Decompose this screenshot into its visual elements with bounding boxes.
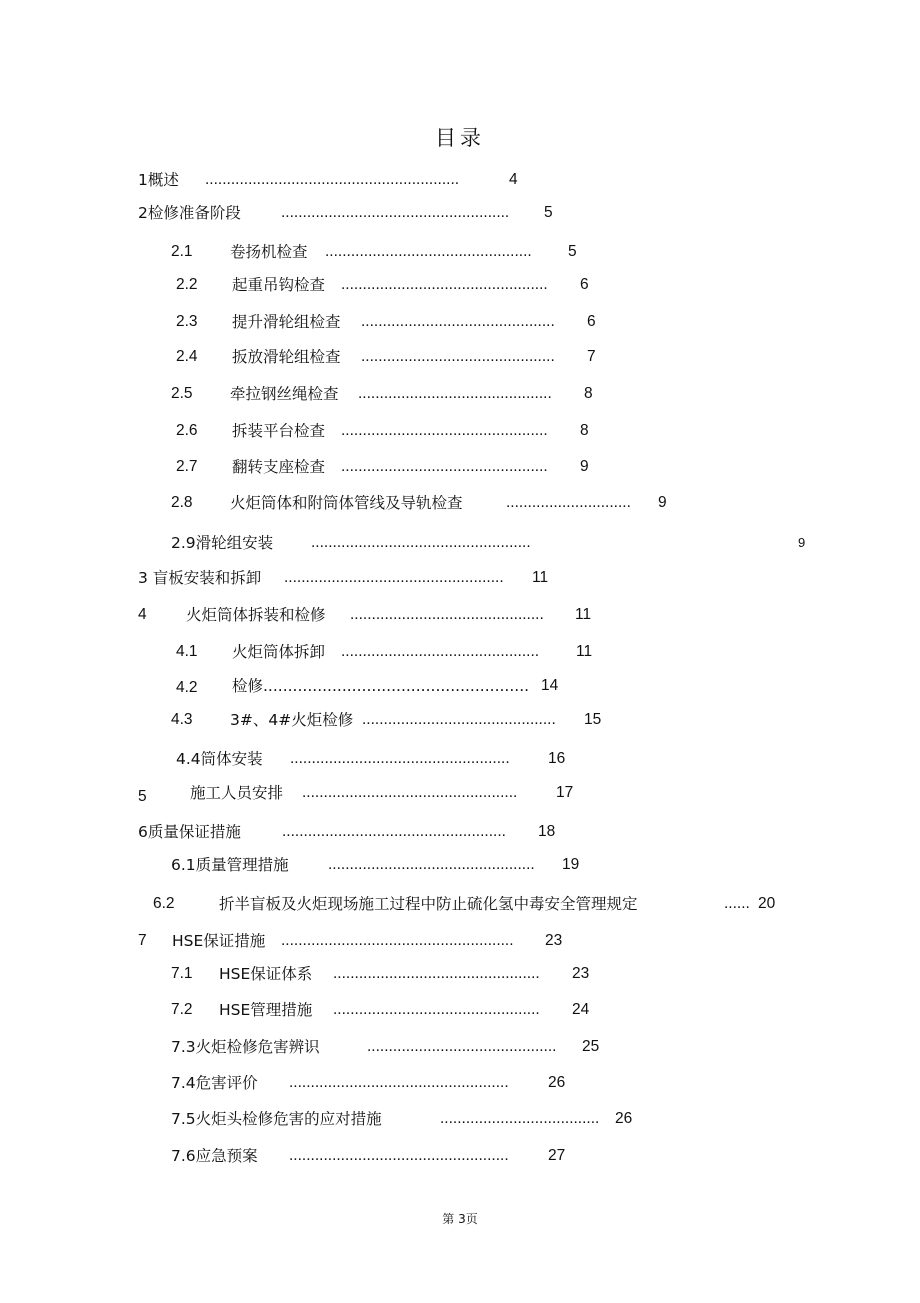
toc-entry-number: 4.1 — [176, 643, 198, 660]
toc-entry-number: 4.4筒体安装 — [176, 750, 263, 768]
toc-entry-leader: ............................................. — [350, 606, 544, 623]
toc-entry-number: 2.2 — [176, 276, 198, 293]
toc-entry-label: 火炬筒体拆卸 — [232, 643, 326, 661]
toc-entry-number: 2.6 — [176, 422, 198, 439]
toc-entry-page: 15 — [584, 711, 602, 728]
toc-entry-leader: ............................................. — [362, 711, 556, 728]
toc-entry-label: 提升滑轮组检查 — [232, 313, 341, 331]
toc-entry-number: 6.1质量管理措施 — [171, 856, 289, 874]
toc-entry-leader: ............................................. — [361, 313, 555, 330]
toc-entry-page: 11 — [532, 569, 549, 586]
toc-entry-label: HSE保证体系 — [219, 965, 313, 983]
toc-entry-leader: ................................................ — [328, 856, 535, 873]
toc-entry-page: 27 — [548, 1147, 566, 1164]
toc-entry-leader: ................................................ — [341, 422, 548, 439]
toc-entry-leader: ..................................... — [440, 1110, 600, 1127]
toc-entry-leader: ................................................... — [311, 534, 531, 551]
toc-entry-leader: ........................................................... — [205, 171, 460, 188]
toc-entry-leader: ................................................ — [341, 276, 548, 293]
toc-entry-leader: ...... — [724, 895, 750, 912]
toc-entry-page: 5 — [568, 243, 577, 260]
toc-entry-number: 2.1 — [171, 243, 193, 260]
toc-entry-leader: ................................................ — [341, 458, 548, 475]
toc-entry-page: 8 — [580, 422, 589, 439]
toc-entry-page: 9 — [798, 535, 806, 550]
toc-entry-label: 折半盲板及火炬现场施工过程中防止硫化氢中毒安全管理规定 — [219, 895, 638, 913]
toc-entry-number: 7.6应急预案 — [171, 1147, 258, 1165]
toc-entry-label: 起重吊钩检查 — [232, 276, 326, 294]
toc-entry-page: 5 — [544, 204, 553, 221]
toc-entry-page: 11 — [575, 606, 592, 623]
toc-entry-page: 8 — [584, 385, 593, 402]
toc-entry-label: 拆装平台检查 — [232, 422, 326, 440]
toc-entry-label: HSE管理措施 — [219, 1001, 313, 1019]
toc-entry-number: 7.5火炬头检修危害的应对措施 — [171, 1110, 382, 1128]
toc-entry-page: 9 — [580, 458, 589, 475]
toc-entry-number: 2检修准备阶段 — [138, 204, 241, 222]
toc-entry-number: 5 — [138, 788, 147, 805]
toc-entry-leader: ................................................ — [333, 965, 540, 982]
toc-entry-leader: ................................................... — [289, 1074, 509, 1091]
toc-entry-leader: ............................................. — [361, 348, 555, 365]
toc-entry-number: 3 盲板安装和拆卸 — [138, 569, 262, 587]
toc-entry-number: 6.2 — [153, 895, 175, 912]
toc-entry-page: 16 — [548, 750, 566, 767]
toc-entry-page: 17 — [556, 784, 574, 801]
toc-entry-label: 牵拉钢丝绳检查 — [230, 385, 339, 403]
toc-entry-page: 23 — [545, 932, 563, 949]
toc-entry-leader: ................................................... — [290, 750, 510, 767]
toc-entry-page: 7 — [587, 348, 596, 365]
toc-entry-leader: .................................................. — [302, 784, 518, 801]
toc-entry-leader: ................................................... — [289, 1147, 509, 1164]
page-number-footer: 第 3页 — [442, 1212, 478, 1226]
toc-entry-page: 20 — [758, 895, 776, 912]
toc-entry-leader: ................................................ — [325, 243, 532, 260]
toc-entry-page: 6 — [580, 276, 589, 293]
toc-entry-leader: ...................................................... — [281, 932, 514, 949]
toc-entry-page: 6 — [587, 313, 596, 330]
toc-entry-leader: ..................................................... — [281, 204, 510, 221]
toc-entry-number: 1概述 — [138, 171, 179, 189]
toc-entry-label: 火炬筒体和附筒体管线及导轨检查 — [230, 494, 463, 512]
toc-entry-number: 7.1 — [171, 965, 193, 982]
toc-entry-leader: .............................................. — [341, 643, 540, 660]
toc-entry-number: 2.7 — [176, 458, 198, 475]
toc-entry-number: 7 — [138, 932, 147, 949]
toc-entry-leader: ............................................ — [367, 1038, 557, 1055]
toc-entry-number: 2.8 — [171, 494, 193, 511]
toc-entry-label: 卷扬机检查 — [230, 243, 308, 261]
toc-entry-leader: .................................................... — [282, 823, 506, 840]
toc-entry-leader: ................................................... — [284, 569, 504, 586]
toc-entry-number: 2.4 — [176, 348, 198, 365]
toc-entry-label: HSE保证措施 — [172, 932, 266, 950]
toc-entry-page: 11 — [576, 643, 593, 660]
toc-entry-number: 2.3 — [176, 313, 198, 330]
toc-entry-number: 7.2 — [171, 1001, 193, 1018]
toc-title: 目录 — [435, 126, 485, 150]
toc-entry-label: 检修...................................................... — [232, 677, 530, 695]
toc-entry-number: 4.3 — [171, 711, 193, 728]
toc-entry-leader: ............................................. — [358, 385, 552, 402]
toc-entry-label: 3#、4#火炬检修 — [230, 711, 354, 729]
toc-entry-leader: ................................................ — [333, 1001, 540, 1018]
toc-entry-number: 2.5 — [171, 385, 193, 402]
toc-entry-number: 4 — [138, 606, 147, 623]
toc-entry-page: 9 — [658, 494, 667, 511]
toc-entry-leader: ............................. — [506, 494, 631, 511]
toc-entry-label: 火炬筒体拆装和检修 — [186, 606, 326, 624]
toc-entry-page: 18 — [538, 823, 556, 840]
toc-entry-number: 2.9滑轮组安装 — [171, 534, 274, 552]
toc-entry-number: 7.4危害评价 — [171, 1074, 258, 1092]
toc-entry-page: 14 — [541, 677, 559, 694]
toc-entry-page: 26 — [615, 1110, 633, 1127]
toc-entry-page: 26 — [548, 1074, 566, 1091]
toc-entry-page: 24 — [572, 1001, 590, 1018]
toc-entry-page: 23 — [572, 965, 590, 982]
toc-entry-label: 施工人员安排 — [190, 784, 284, 802]
toc-entry-number: 6质量保证措施 — [138, 823, 241, 841]
toc-entry-label: 翻转支座检查 — [232, 458, 326, 476]
toc-entry-page: 19 — [562, 856, 580, 873]
toc-entry-page: 25 — [582, 1038, 600, 1055]
toc-entry-label: 扳放滑轮组检查 — [232, 348, 341, 366]
toc-entry-number: 7.3火炬检修危害辨识 — [171, 1038, 320, 1056]
toc-entry-number: 4.2 — [176, 679, 198, 696]
toc-entry-page: 4 — [509, 171, 518, 188]
